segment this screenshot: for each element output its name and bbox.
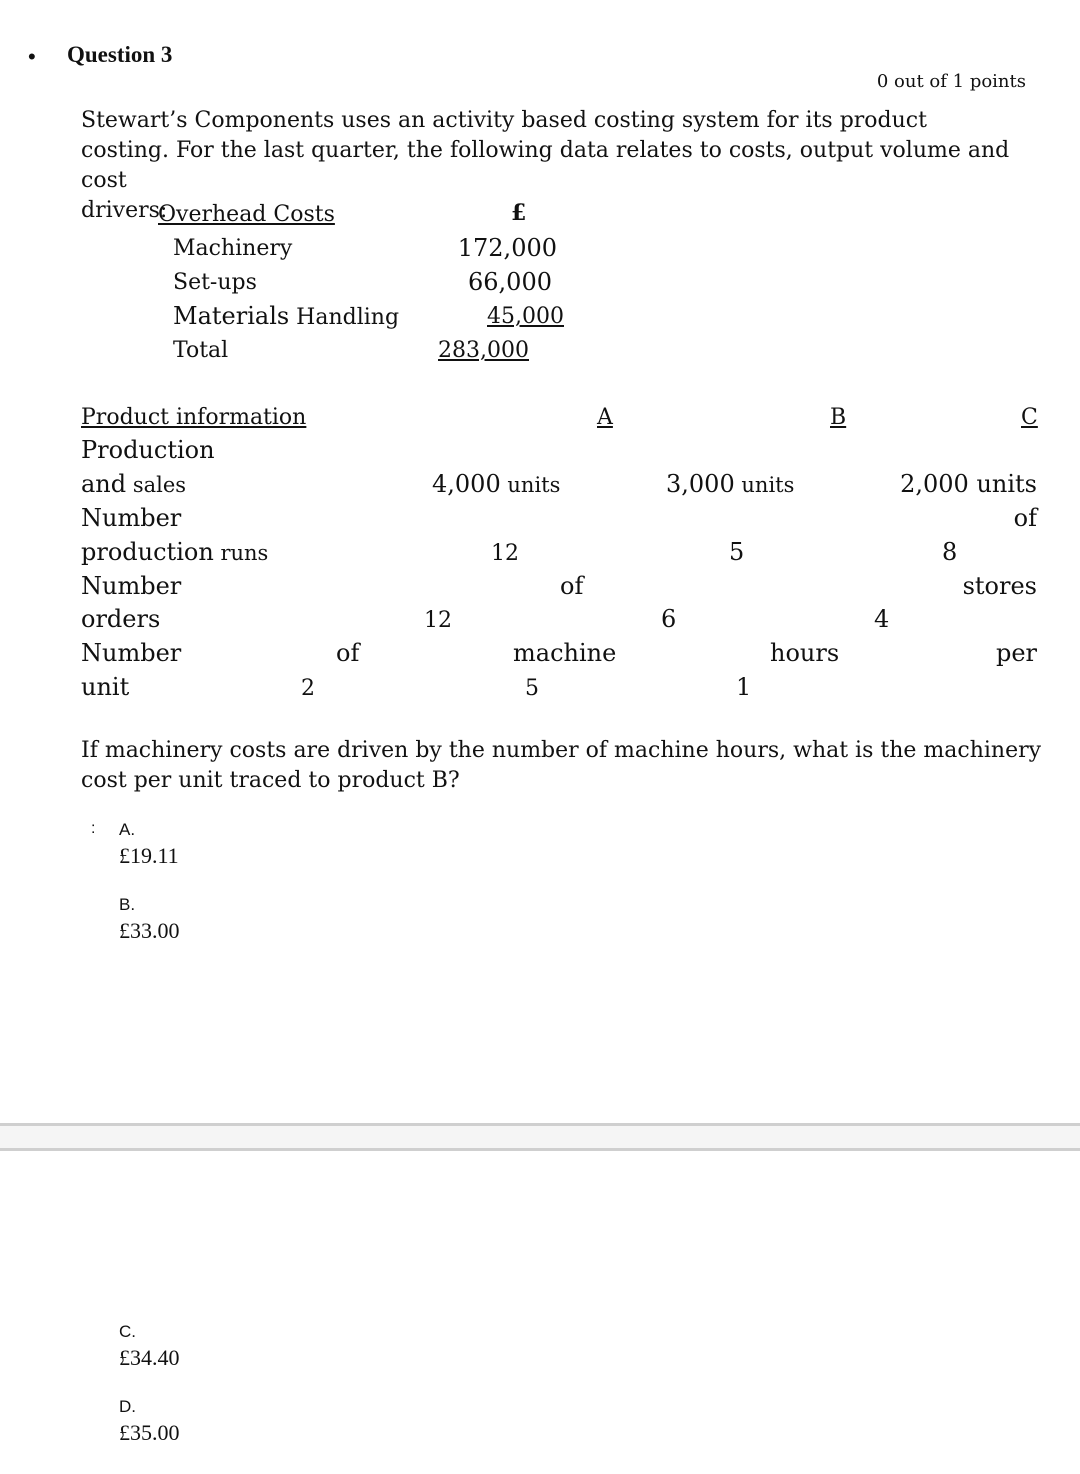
row-label-fragment: of	[560, 572, 584, 600]
answer-value: £35.00	[119, 1420, 180, 1445]
overhead-label: Total	[173, 338, 229, 363]
overhead-label-part: Handling	[289, 305, 400, 330]
row-label-fragment: machine	[513, 639, 617, 667]
cell-value: 8	[942, 538, 958, 566]
bullet-icon: •	[28, 44, 36, 69]
overhead-total: 283,000	[438, 338, 529, 363]
row-label-part: runs	[213, 541, 269, 565]
row-label-fragment: stores	[962, 572, 1037, 600]
row-label: Production	[81, 436, 215, 464]
cell-value: 2,000 units	[900, 470, 1037, 498]
stem-line: costing. For the last quarter, the following data relates to costs, output volume and cost	[81, 138, 1010, 193]
cell-number: 4,000	[432, 470, 501, 498]
cell-value: 12	[491, 541, 519, 566]
overhead-label	[173, 302, 399, 330]
stem-line: drivers:	[81, 198, 168, 223]
row-label: unit	[81, 673, 130, 701]
product-heading: Product information	[81, 405, 307, 430]
overhead-label-part: Materials	[173, 302, 290, 330]
overhead-heading: Overhead Costs	[158, 202, 335, 227]
row-label: Number	[81, 572, 182, 600]
answer-colon: :	[91, 820, 96, 837]
overhead-value: 172,000	[457, 234, 557, 262]
cell-unit: units	[734, 473, 795, 497]
question-points: 0 out of 1 points	[876, 71, 1026, 92]
answer-letter: C.	[119, 1322, 136, 1341]
answer-value: £34.40	[119, 1345, 180, 1370]
cell-value: 6	[661, 605, 677, 633]
row-label-fragment: of	[336, 639, 360, 667]
cell-value	[432, 470, 560, 498]
row-label-part: and	[81, 470, 127, 498]
answer-letter: D.	[119, 1397, 136, 1416]
answer-letter: A.	[119, 820, 136, 839]
answer-letter: B.	[119, 895, 136, 914]
cell-value	[666, 470, 794, 498]
cell-value: 1	[736, 673, 752, 701]
row-label: Number	[81, 504, 182, 532]
stem-line: Stewart’s Components uses an activity based costing system for its product	[81, 108, 927, 133]
page-divider	[0, 1123, 1080, 1151]
row-label-fragment: per	[995, 639, 1037, 667]
answer-value: £33.00	[119, 918, 180, 943]
cell-value: 5	[525, 676, 539, 701]
question-prompt: cost per unit traced to product B?	[81, 768, 460, 793]
row-label-part: sales	[126, 473, 187, 497]
column-header-c: C	[1021, 405, 1038, 430]
row-label-fragment: of	[1013, 504, 1037, 532]
cell-unit: units	[500, 473, 561, 497]
overhead-value: 45,000	[487, 304, 564, 329]
row-label-fragment: hours	[770, 639, 840, 667]
overhead-label: Set-ups	[173, 270, 257, 295]
cell-number: 3,000	[666, 470, 735, 498]
overhead-label: Machinery	[173, 236, 293, 261]
overhead-value: 66,000	[468, 268, 552, 296]
row-label: orders	[81, 605, 161, 633]
column-header-b: B	[830, 405, 847, 430]
cell-value: 5	[729, 538, 745, 566]
cell-value: 12	[424, 608, 452, 633]
row-label	[81, 470, 186, 498]
row-label	[81, 538, 268, 566]
cell-value: 4	[874, 605, 890, 633]
cell-value: 2	[301, 676, 315, 701]
question-title: Question 3	[67, 42, 173, 67]
currency-symbol: £	[511, 200, 527, 226]
row-label: Number	[81, 639, 182, 667]
column-header-a: A	[597, 405, 613, 430]
question-prompt: If machinery costs are driven by the number of machine hours, what is the machinery	[81, 738, 1042, 763]
answer-value: £19.11	[119, 843, 179, 868]
row-label-part: production	[81, 538, 214, 566]
